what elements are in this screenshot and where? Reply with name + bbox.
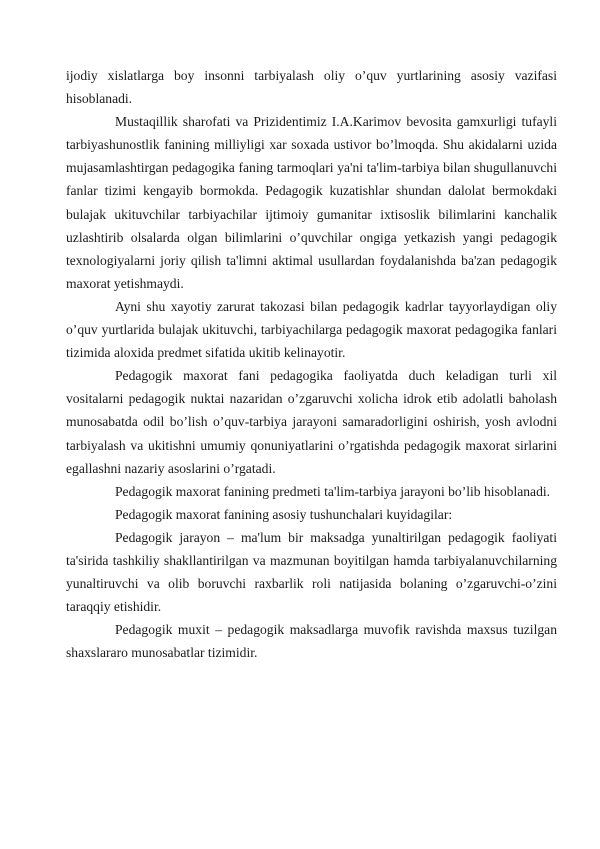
paragraph-mastery-subject: Pedagogik maxorat fani pedagogika faoliyatda duch keladigan turli xil vositalarni pedagogik nuktai nazaridan o’zgaruvchi xolicha idrok etib adolatli baholash munosabatda odil bo’lish o’quv-tarbiya jarayoni samaradorligini oshirish, yosh avlodni tarbiyalash va ukitishni umumiy qonuniyatlarini o’rgatishda pedagogik maxorat sirlarini egallashni nazariy asoslarini o’rgatadi. (66, 368, 557, 476)
paragraph-pedagogical-process: Pedagogik jarayon – ma'lum bir maksadga yunaltirilgan pedagogik faoliyati ta'sirida tashkiliy shakllantirilgan va mazmunan boyitilgan hamda tarbiyalanuvchilarning yunaltiruvchi va olib boruvchi raxbarlik roli natijasida bolaning o’zgaruvchi-o’zini taraqqiy etishidir. (66, 529, 557, 615)
paragraph-basic-concepts: Pedagogik maxorat fanining asosiy tushunchalari kuyidagilar: (115, 506, 453, 522)
paragraph-independence: Mustaqillik sharofati va Prizidentimiz I.A.Karimov bevosita gamxurligi tufayli tarbiyashunostlik fanining milliyligi xar soxada ustivor bo’lmoqda. Shu akidalarni uzida mujasamlashtirgan pedagogika faning tarmoqlari ya'ni ta'lim-tarbiya bilan shugullanuvchi fanlar tizimi kengayib bormokda. Pedagogik kuzatishlar shundan dalolat bermokdaki bulajak ukituvchilar tarbiyachilar ijtimoiy gumanitar ixtisoslik bilimlarini kanchalik uzlashtirib olsalarda olgan bilimlarini o’quvchilar ongiga yetkazish yangi pedagogik texnologiyalarni joriy qilish ta'limni aktimal usullardan foydalanishda ba'zan pedagogik maxorat yetishmaydi. (66, 114, 557, 291)
paragraph-predmet: Pedagogik maxorat fanining predmeti ta'lim-tarbiya jarayoni bo’lib hisoblanadi. (115, 483, 551, 499)
paragraph-pedagogical-environment: Pedagogik muxit – pedagogik maksadlarga muvofik ravishda maxsus tuzilgan shaxslararo munosabatlar tizimidir. (66, 622, 557, 661)
paragraph-necessity: Ayni shu xayotiy zarurat takozasi bilan pedagogik kadrlar tayyorlaydigan oliy o’quv yurtlarida bulajak ukituvchi, tarbiyachilarga pedagogik maxorat pedagogika fanlari tizimida aloxida predmet sifatida ukitib kelinayotir. (66, 298, 557, 361)
document-body (66, 64, 557, 664)
paragraph-continuation: ijodiy xislatlarga boy insonni tarbiyalash oliy o’quv yurtlarining asosiy vazifasi hisoblanadi. (66, 68, 557, 107)
